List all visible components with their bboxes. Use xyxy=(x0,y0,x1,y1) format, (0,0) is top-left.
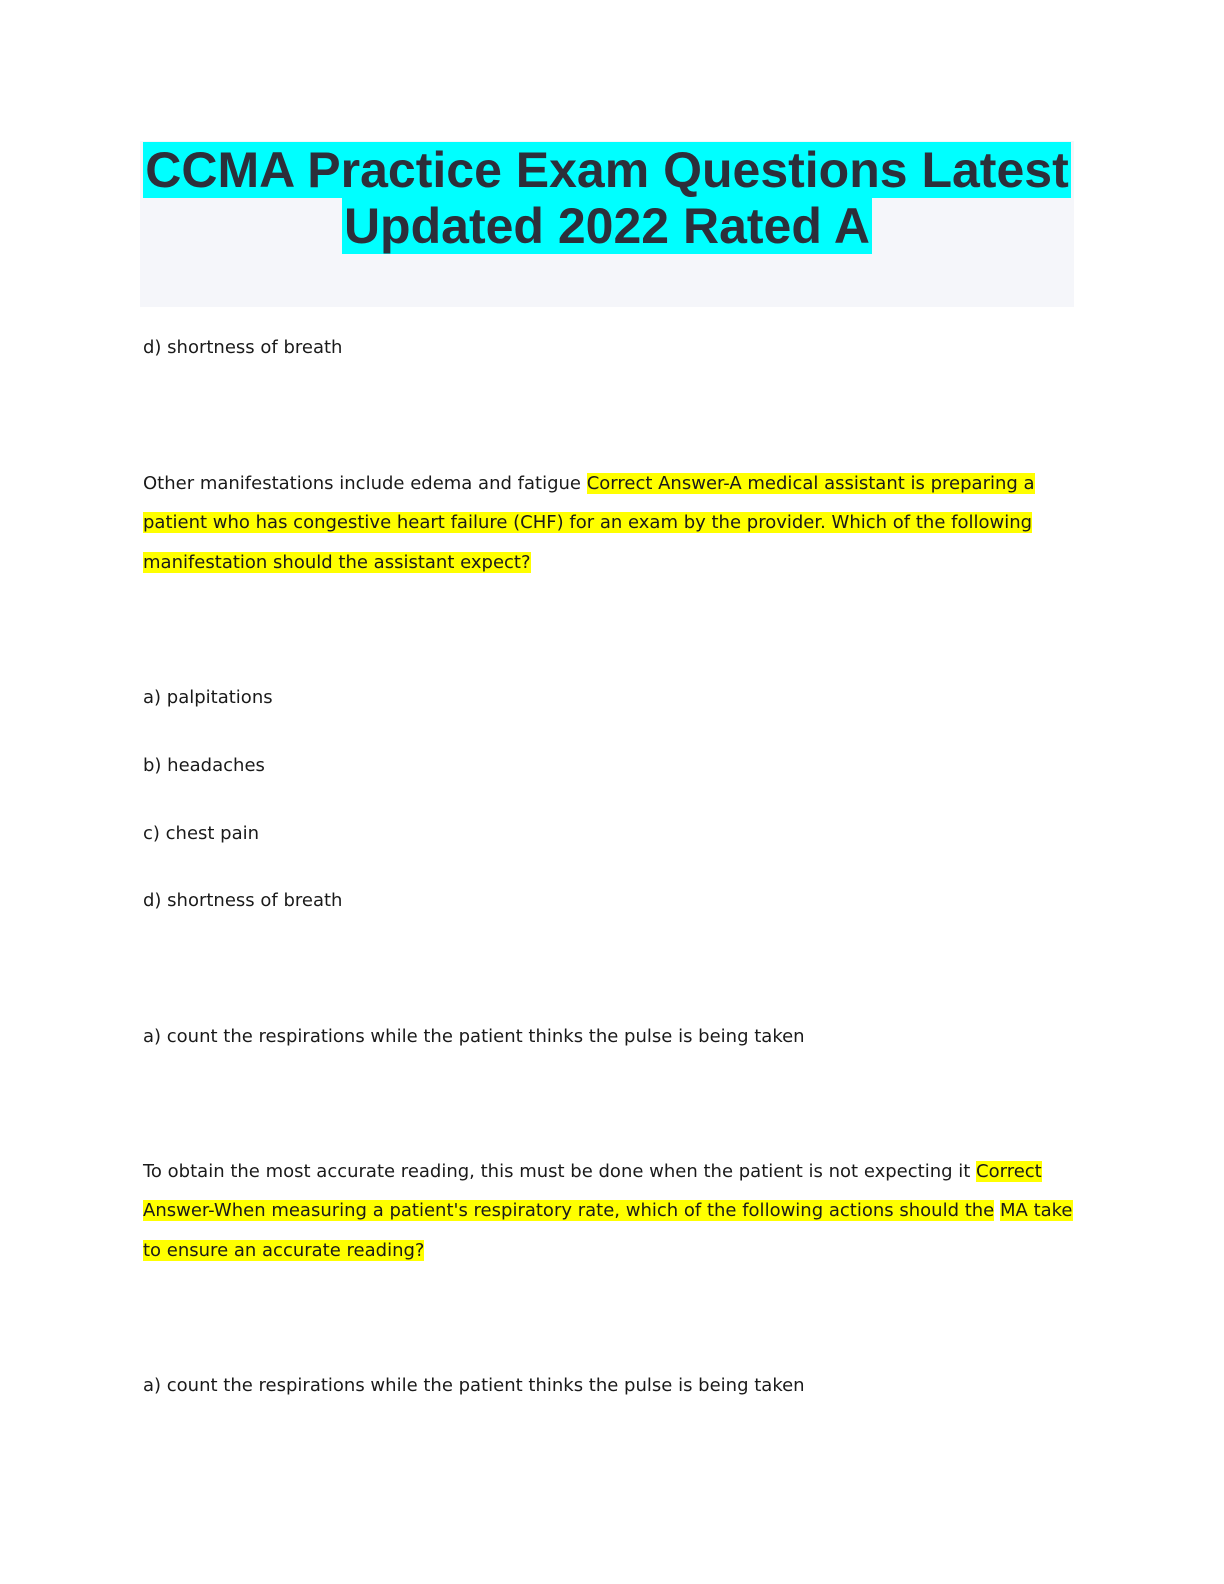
option-a: a) palpitations xyxy=(143,687,273,708)
highlighted-question: Correct Answer-A medical assistant is preparing a xyxy=(586,473,1035,494)
option-c: c) chest pain xyxy=(143,823,260,844)
document-title-line-2: Updated 2022 Rated A xyxy=(343,198,871,254)
option-b: b) headaches xyxy=(143,755,265,776)
document-title-line-1: CCMA Practice Exam Questions Latest xyxy=(145,142,1069,198)
explanation-line-3: to ensure an accurate reading? xyxy=(143,1240,425,1261)
answer-text: a) count the respirations while the patient thinks the pulse is being taken xyxy=(143,1375,805,1396)
answer-text: a) count the respirations while the patient thinks the pulse is being taken xyxy=(143,1026,805,1047)
option-d: d) shortness of breath xyxy=(143,890,343,911)
explanation-line-1: To obtain the most accurate reading, this must be done when the patient is not expecting it Correct xyxy=(143,1161,1042,1182)
title-banner xyxy=(140,141,1074,307)
highlighted-question: Correct xyxy=(976,1161,1042,1182)
answer-text: d) shortness of breath xyxy=(143,337,343,358)
explanation-line-2: Answer-When measuring a patient's respiratory rate, which of the following actions should the MA take xyxy=(143,1200,1073,1221)
explanation-line-3: manifestation should the assistant expect? xyxy=(143,552,531,573)
explanation-line-1: Other manifestations include edema and fatigue Correct Answer-A medical assistant is preparing a xyxy=(143,473,1035,494)
explanation-line-2: patient who has congestive heart failure (CHF) for an exam by the provider. Which of the following xyxy=(143,512,1033,533)
